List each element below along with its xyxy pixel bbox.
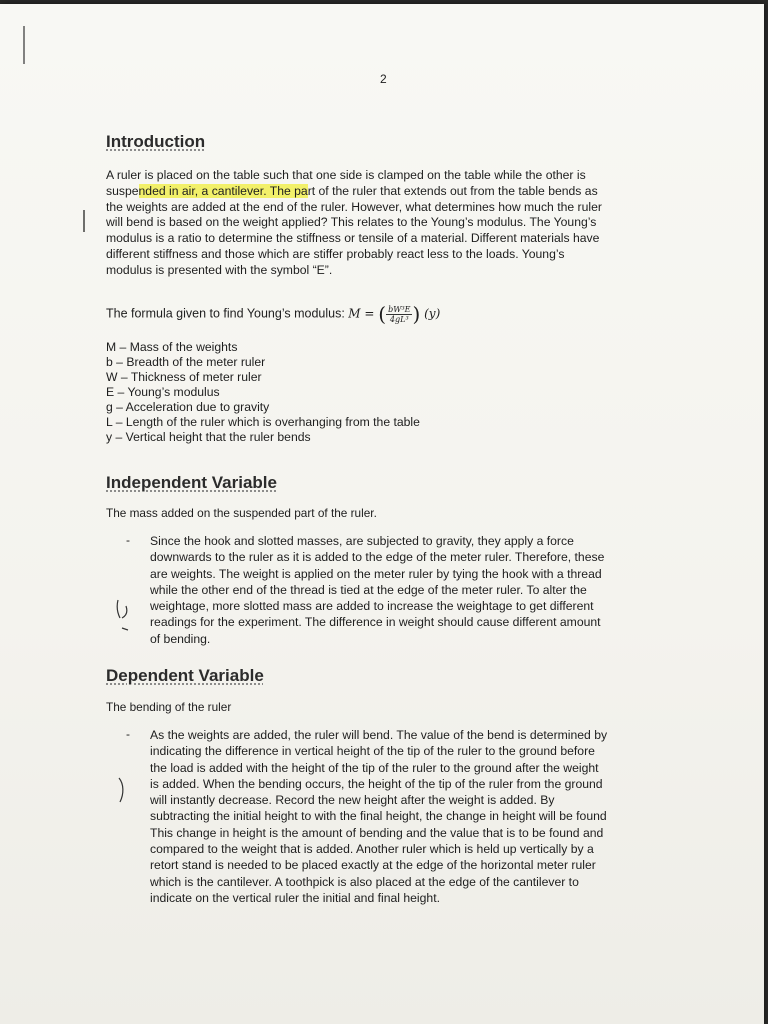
independent-line: while the other end of the thread is tied at the edge of the meter ruler. To alter the	[150, 582, 587, 597]
formula-fraction	[386, 305, 412, 324]
intro-line-5: modulus is a ratio to determine the stiffness or tensile of a material. Different materials have	[106, 231, 600, 246]
independent-line: downwards to the ruler as it is added to the edge of the meter ruler. Therefore, these	[150, 550, 605, 565]
dependent-line: the load is added with the height of the tip of the ruler to the ground after the weight	[150, 760, 599, 775]
dependent-variable-bullet	[126, 727, 666, 912]
document-page	[0, 4, 764, 1024]
independent-line: of bending.	[150, 631, 211, 646]
dependent-line: subtracting the initial height to with the final height, the change in height will be found	[150, 809, 607, 824]
dependent-line: which is the cantilever. A toothpick is also placed at the edge of the cantilever to	[150, 874, 579, 889]
formula-numerator: bW³E	[388, 304, 411, 314]
definition-item: W – Thickness of meter ruler	[106, 370, 262, 384]
definition-item: b – Breadth of the meter ruler	[106, 355, 266, 369]
independent-line: Since the hook and slotted masses, are subjected to gravity, they apply a force	[150, 534, 574, 548]
definition-item: g – Acceleration due to gravity	[106, 400, 270, 414]
formula-denominator: 4gL³	[389, 314, 409, 324]
independent-variable-text	[150, 533, 604, 647]
dependent-line: As the weights are added, the ruler will bend. The value of the bend is determined by	[150, 728, 608, 742]
pen-mark-dependent-margin	[116, 776, 128, 806]
definition-item: L – Length of the ruler which is overhanging from the table	[106, 415, 420, 429]
dependent-line: compared to the weight that is added. Another ruler which is held up vertically by a	[150, 842, 594, 857]
youngs-modulus-formula	[348, 302, 440, 326]
formula-lead: The formula given to find Young’s modulus:	[106, 306, 345, 321]
dependent-line: retort stand is needed to be placed exactly at the edge of the horizontal meter ruler	[150, 858, 596, 873]
intro-line-4: will bend is based on the weight applied? This relates to the Young’s modulus. The Young’s	[106, 215, 597, 230]
independent-line: readings for the experiment. The difference in weight should cause different amount	[150, 615, 601, 630]
dependent-variable-text	[150, 727, 607, 906]
dependent-line: is added. When the bending occurs, the height of the tip of the ruler from the ground	[150, 776, 603, 791]
introduction-paragraph	[106, 168, 658, 279]
formula-close-paren: )	[412, 302, 421, 326]
intro-line-7: modulus is presented with the symbol “E”.	[106, 262, 333, 277]
intro-line-2-end: rt of the ruler that extends out from the table bends as	[307, 183, 598, 198]
dependent-line: indicating the difference in vertical height of the tip of the ruler to the ground before	[150, 744, 595, 759]
variable-definitions	[106, 340, 420, 445]
independent-variable-summary: The mass added on the suspended part of the ruler.	[106, 506, 377, 520]
dependent-variable-heading: Dependent Variable	[106, 666, 264, 685]
page-number: 2	[380, 72, 387, 86]
formula-line	[106, 302, 440, 326]
definition-item: y – Vertical height that the ruler bends	[106, 430, 311, 444]
dependent-line: This change in height is the amount of bending and the value that is to be found and	[150, 825, 604, 840]
independent-variable-heading: Independent Variable	[106, 473, 277, 492]
intro-line-6: different stiffness and those which are stiffer probably react less to the loads. Young’s	[106, 246, 565, 261]
pen-mark-top-left	[20, 24, 30, 68]
introduction-heading: Introduction	[106, 132, 206, 151]
pen-mark-intro-margin	[80, 208, 88, 234]
dependent-variable-summary: The bending of the ruler	[106, 700, 232, 714]
definition-item: E – Young’s modulus	[106, 385, 220, 399]
intro-line-1: A ruler is placed on the table such that one side is clamped on the table while the other is	[106, 168, 586, 182]
highlighted-text: nded in air, a cantilever. The pa	[138, 183, 308, 198]
formula-factor: (y)	[424, 306, 441, 321]
bullet-dash: -	[126, 533, 130, 547]
pen-mark-independent-margin	[112, 598, 134, 636]
independent-variable-bullet	[126, 533, 666, 651]
bullet-dash: -	[126, 727, 130, 741]
intro-line-2	[106, 184, 658, 200]
dependent-line: will instantly decrease. Record the new height after the weight is added. By	[150, 793, 555, 808]
intro-line-2-start: suspe	[106, 183, 139, 198]
independent-line: weightage, more slotted mass are added to increase the weightage to get different	[150, 599, 594, 614]
dependent-line: indicate on the vertical ruler the initial and final height.	[150, 890, 440, 905]
formula-open-paren: (	[378, 302, 387, 326]
independent-line: are weights. The weight is applied on the meter ruler by tying the hook with a thread	[150, 566, 602, 581]
intro-line-3: the weights are added at the end of the ruler. However, what determines how much the ruler	[106, 199, 602, 214]
definition-item: M – Mass of the weights	[106, 340, 238, 354]
formula-lhs: M =	[348, 306, 375, 321]
